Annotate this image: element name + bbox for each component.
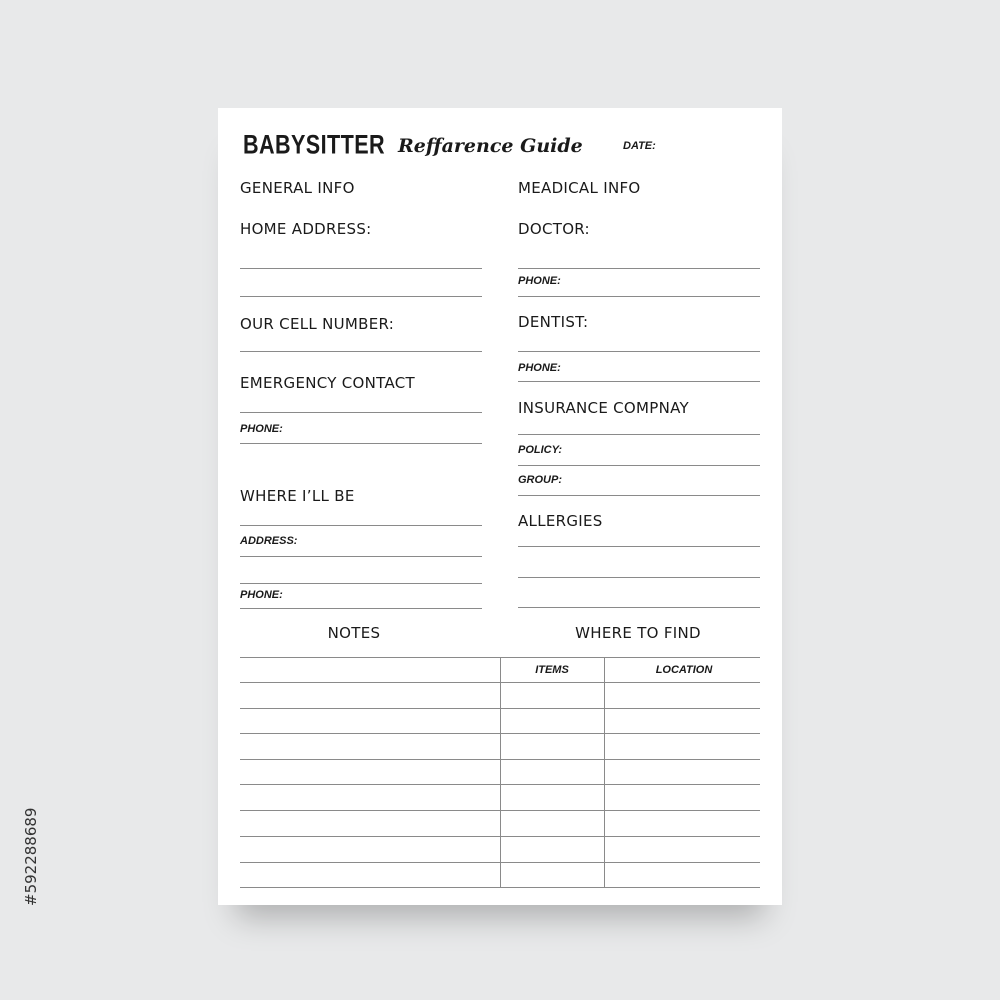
write-line[interactable] (518, 268, 760, 269)
write-line[interactable] (240, 351, 482, 352)
emergency-phone-label: PHONE: (240, 423, 283, 435)
write-line[interactable] (518, 465, 760, 466)
date-label: DATE: (623, 140, 656, 152)
write-line[interactable] (518, 546, 760, 547)
dentist-phone-label: PHONE: (518, 362, 561, 374)
write-line[interactable] (240, 556, 482, 557)
home-address-label: HOME ADDRESS: (240, 220, 372, 238)
table-row-line[interactable] (240, 887, 760, 888)
notes-heading: NOTES (327, 624, 381, 642)
write-line[interactable] (240, 268, 482, 269)
where-phone-label: PHONE: (240, 589, 283, 601)
items-column-header: ITEMS (535, 664, 569, 676)
insurance-label: INSURANCE COMPNAY (518, 399, 690, 417)
where-address-label: ADDRESS: (240, 535, 298, 547)
emergency-contact-label: EMERGENCY CONTACT (240, 374, 416, 392)
form-title: BABYSITTER (243, 129, 386, 160)
where-ill-be-label: WHERE I’LL BE (240, 487, 355, 505)
doctor-phone-label: PHONE: (518, 275, 561, 287)
write-line[interactable] (240, 608, 482, 609)
table-divider (604, 657, 605, 887)
policy-label: POLICY: (518, 444, 563, 456)
write-line[interactable] (518, 577, 760, 578)
form-subtitle: Reffarence Guide (398, 135, 583, 157)
cell-number-label: OUR CELL NUMBER: (240, 315, 395, 333)
write-line[interactable] (240, 296, 482, 297)
where-to-find-heading: WHERE TO FIND (575, 624, 701, 642)
dentist-label: DENTIST: (518, 313, 589, 331)
doctor-label: DOCTOR: (518, 220, 590, 238)
allergies-label: ALLERGIES (518, 512, 603, 530)
write-line[interactable] (518, 381, 760, 382)
table-divider (500, 657, 501, 887)
general-info-heading: GENERAL INFO (240, 179, 355, 197)
group-label: GROUP: (518, 474, 562, 486)
write-line[interactable] (240, 443, 482, 444)
write-line[interactable] (240, 583, 482, 584)
write-line[interactable] (240, 412, 482, 413)
medical-info-heading: MEADICAL INFO (518, 179, 641, 197)
write-line[interactable] (240, 525, 482, 526)
location-column-header: LOCATION (655, 664, 713, 676)
write-line[interactable] (518, 351, 760, 352)
stock-id: #592288689 (22, 807, 40, 906)
write-line[interactable] (518, 434, 760, 435)
write-line[interactable] (518, 296, 760, 297)
write-line[interactable] (518, 495, 760, 496)
write-line[interactable] (518, 607, 760, 608)
